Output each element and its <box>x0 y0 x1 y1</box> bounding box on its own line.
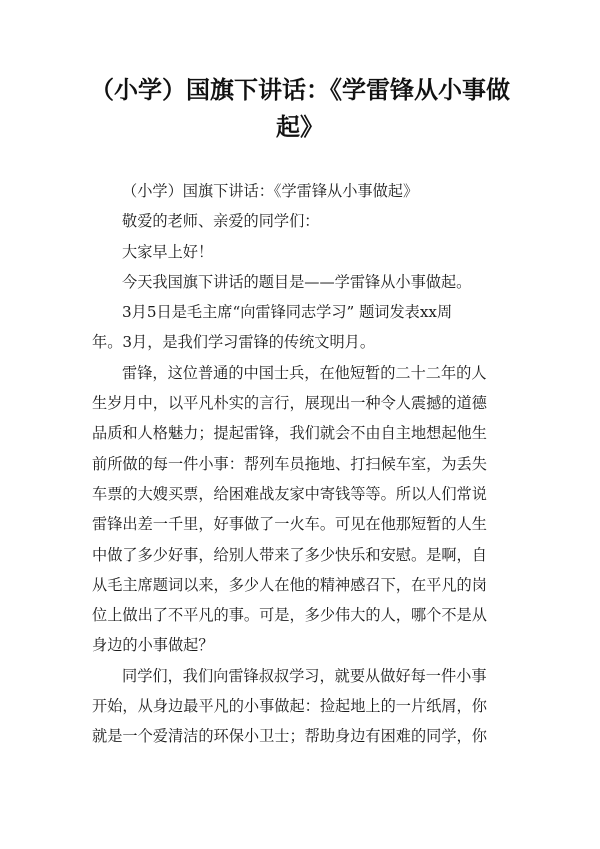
body-line: 前所做的每一件小事：帮列车员拖地、打扫候车室，为丢失 <box>92 454 487 473</box>
title-line-2: 起》 <box>276 113 324 141</box>
body-line-salutation: 敬爱的老师、亲爱的同学们： <box>122 212 320 231</box>
body-line: 中做了多少好事，给别人带来了多少快乐和安慰。是啊，自 <box>92 545 487 564</box>
body-line: 身边的小事做起？ <box>92 636 214 655</box>
body-line: 位上做出了不平凡的事。可是，多少伟大的人，哪个不是从 <box>92 606 487 625</box>
body-line: 雷锋，这位普通的中国士兵，在他短暂的二十二年的人 <box>122 363 487 382</box>
body-line: 从毛主席题词以来，多少人在他的精神感召下，在平凡的岗 <box>92 575 487 594</box>
body-line-greeting: 大家早上好！ <box>122 242 214 261</box>
body-line: 品质和人格魅力；提起雷锋，我们就会不由自主地想起他生 <box>92 424 487 443</box>
document-title <box>90 72 510 146</box>
body-line: 同学们，我们向雷锋叔叔学习，就要从做好每一件小事 <box>122 666 487 685</box>
body-line: 3月5日是毛主席“向雷锋同志学习” 题词发表xx周 <box>122 303 453 322</box>
body-line-subtitle: （小学）国旗下讲话：《学雷锋从小事做起》 <box>122 182 419 200</box>
body-line: 开始，从身边最平凡的小事做起：捡起地上的一片纸屑，你 <box>92 697 487 716</box>
body-line-topic: 今天我国旗下讲话的题目是——学雷锋从小事做起。 <box>122 272 472 291</box>
body-line: 雷锋出差一千里，好事做了一火车。可见在他那短暂的人生 <box>92 515 487 534</box>
body-line: 就是一个爱清洁的环保小卫士；帮助身边有困难的同学，你 <box>92 727 487 746</box>
body-line: 生岁月中，以平凡朴实的言行，展现出一种令人震撼的道德 <box>92 394 487 413</box>
document-body <box>92 176 510 752</box>
body-line: 年。3月，是我们学习雷锋的传统文明月。 <box>92 333 376 352</box>
title-line-1: （小学）国旗下讲话：《学雷锋从小事做 <box>90 76 510 104</box>
body-line: 车票的大嫂买票，给困难战友家中寄钱等等。所以人们常说 <box>92 484 487 503</box>
